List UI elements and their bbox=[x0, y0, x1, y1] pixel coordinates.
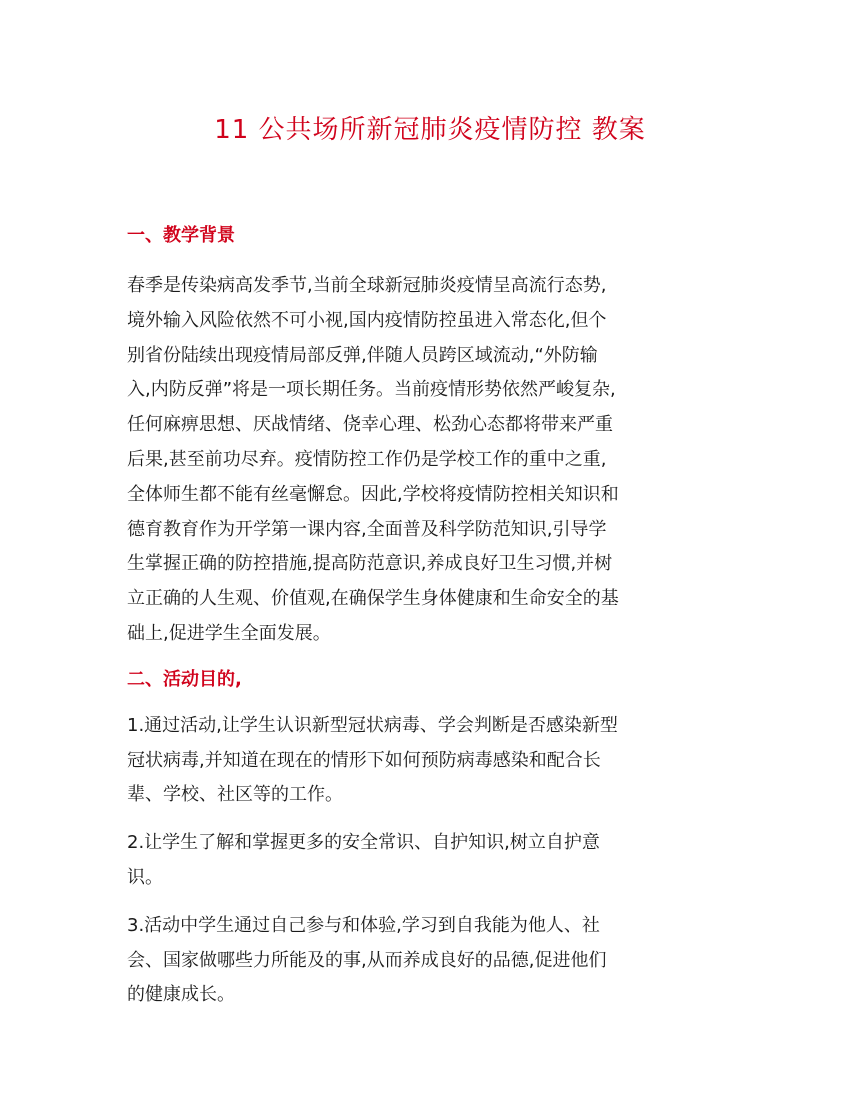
text-line: 的健康成长。 bbox=[127, 984, 235, 1006]
text-line: 3.活动中学生通过自己参与和体验,学习到自我能为他人、社 bbox=[127, 914, 600, 936]
document-body bbox=[127, 220, 737, 1013]
text-line: 辈、学校、社区等的工作。 bbox=[127, 784, 343, 806]
section-heading-background: 一、教学背景 bbox=[127, 225, 235, 246]
text-line: 入,内防反弹”将是一项长期任务。当前疫情形势依然严峻复杂, bbox=[127, 379, 616, 401]
document-title: 11 公共场所新冠肺炎疫情防控 教案 bbox=[214, 115, 646, 145]
text-line: 德育教育作为开学第一课内容,全面普及科学防范知识,引导学 bbox=[127, 518, 607, 540]
goal-item-3 bbox=[127, 909, 737, 1013]
paragraph-background bbox=[127, 269, 737, 652]
text-line: 础上,促进学生全面发展。 bbox=[127, 622, 331, 644]
goal-item-1 bbox=[127, 709, 737, 813]
text-line: 境外输入风险依然不可小视,国内疫情防控虽进入常态化,但个 bbox=[127, 309, 607, 331]
text-line: 全体师生都不能有丝毫懈怠。因此,学校将疫情防控相关知识和 bbox=[127, 483, 619, 505]
text-line: 冠状病毒,并知道在现在的情形下如何预防病毒感染和配合长 bbox=[127, 749, 601, 771]
text-line: 2.让学生了解和掌握更多的安全常识、自护知识,树立自护意 bbox=[127, 832, 600, 854]
section-heading-goals: 二、活动目的, bbox=[127, 668, 242, 690]
text-line: 立正确的人生观、价值观,在确保学生身体健康和生命安全的基 bbox=[127, 588, 619, 610]
text-line: 后果,甚至前功尽弃。疫情防控工作仍是学校工作的重中之重, bbox=[127, 448, 607, 470]
text-line: 别省份陆续出现疫情局部反弹,伴随人员跨区域流动,“外防输 bbox=[127, 344, 598, 366]
text-line: 1.通过活动,让学生认识新型冠状病毒、学会判断是否感染新型 bbox=[127, 714, 618, 736]
text-line: 识。 bbox=[127, 866, 163, 888]
text-line: 春季是传染病高发季节,当前全球新冠肺炎疫情呈高流行态势, bbox=[127, 275, 607, 296]
text-line: 生掌握正确的防控措施,提高防范意识,养成良好卫生习惯,并树 bbox=[127, 553, 613, 575]
text-line: 任何麻痹思想、厌战情绪、侥幸心理、松劲心态都将带来严重 bbox=[127, 414, 613, 436]
goal-item-2 bbox=[127, 826, 737, 896]
text-line: 会、国家做哪些力所能及的事,从而养成良好的品德,促进他们 bbox=[127, 949, 607, 971]
